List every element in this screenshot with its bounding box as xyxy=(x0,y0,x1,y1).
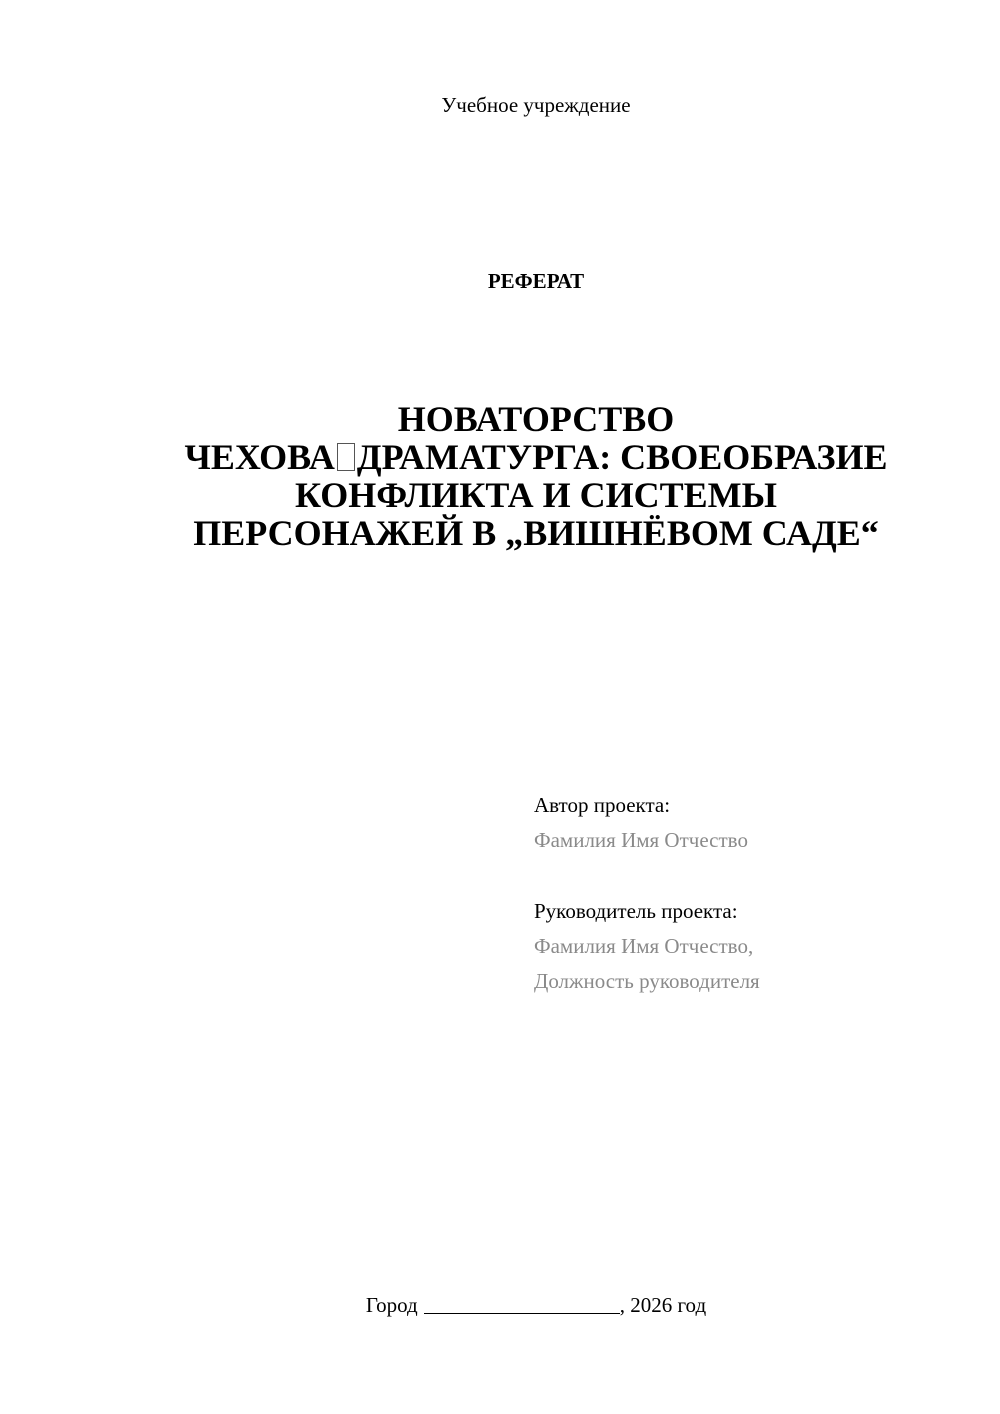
city-blank-line xyxy=(424,1293,620,1314)
missing-glyph-box xyxy=(337,443,355,471)
city-label: Город xyxy=(365,1293,418,1317)
title-line-2-start: ЧЕХОВА xyxy=(184,437,335,477)
authors-spacer xyxy=(534,858,974,894)
supervisor-label: Руководитель проекта: xyxy=(534,899,738,923)
title-line-3: КОНФЛИКТА И СИСТЕМЫ xyxy=(295,475,777,515)
year-text: , 2026 год xyxy=(619,1293,707,1317)
document-title xyxy=(100,400,972,552)
title-line-2-end: ДРАМАТУРГА: СВОЕОБРАЗИЕ xyxy=(356,437,888,477)
author-label: Автор проекта: xyxy=(534,793,671,817)
institution-name: Учебное учреждение xyxy=(441,93,631,117)
title-line-4: ПЕРСОНАЖЕЙ В „ВИШНЁВОМ САДЕ“ xyxy=(193,513,879,553)
title-line-1: НОВАТОРСТВО xyxy=(397,399,675,439)
author-name: Фамилия Имя Отчество xyxy=(534,828,748,852)
footer-city-year xyxy=(0,1290,1000,1320)
authors-block xyxy=(534,788,974,999)
supervisor-position: Должность руководителя xyxy=(534,969,760,993)
document-type: РЕФЕРАТ xyxy=(487,269,585,293)
supervisor-name: Фамилия Имя Отчество, xyxy=(534,934,754,958)
title-line-2 xyxy=(100,438,972,476)
